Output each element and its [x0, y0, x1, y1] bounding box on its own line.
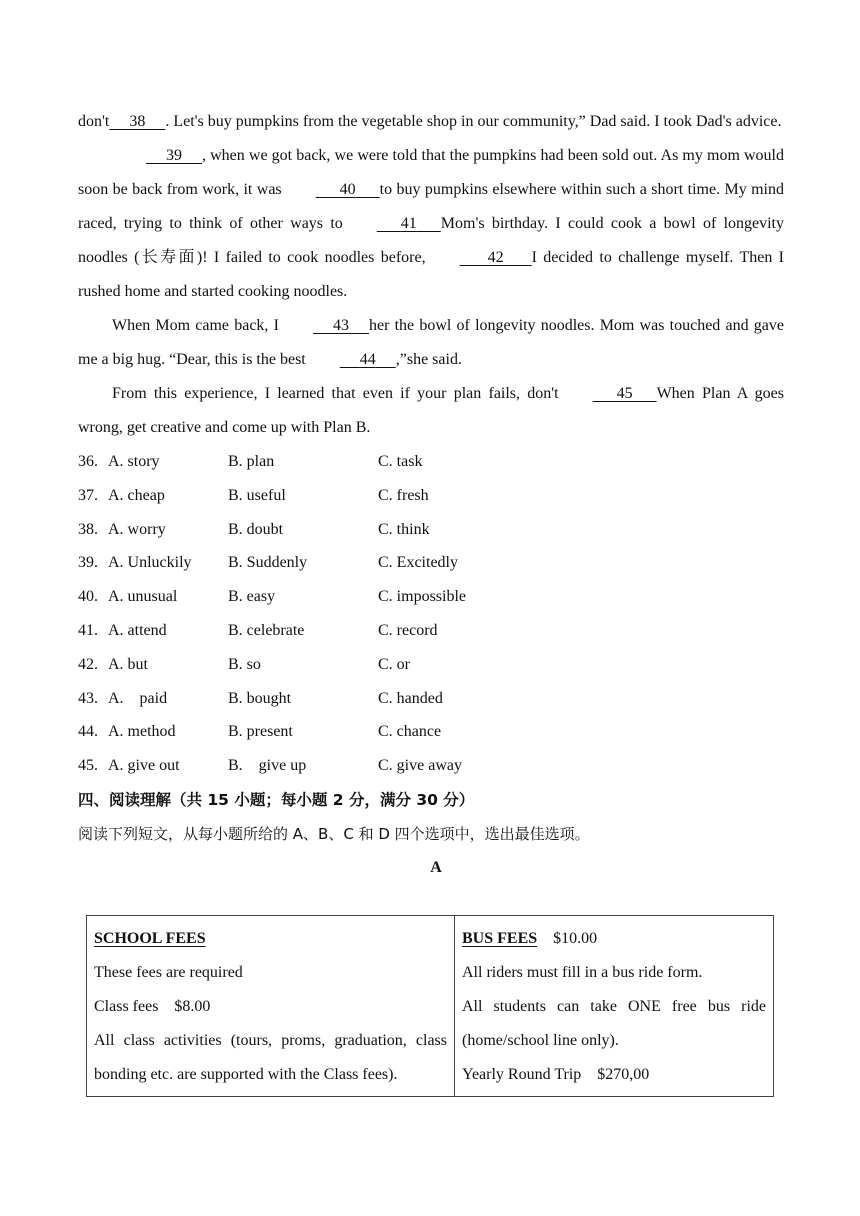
text: ,”she said.: [395, 351, 462, 368]
bus-fees-cell: [455, 916, 774, 1097]
school-fees-heading: SCHOOL FEES: [94, 930, 206, 947]
blank-40: 40: [339, 181, 356, 198]
bus-fees-heading: BUS FEES: [462, 930, 538, 947]
text: don't: [78, 113, 110, 130]
class-fees-line: Class fees $8.00: [94, 998, 211, 1015]
options-list: [78, 445, 784, 783]
text: , when we got back, we were told that the pumpkins had been sold out. As my mom would soon be back from work, it was: [78, 147, 784, 198]
text: When Mom came back, I: [112, 317, 279, 334]
text: . Let's buy pumpkins from the vegetable shop in our community,” Dad said. I took Dad's advice.: [165, 113, 782, 130]
passage-letter: A: [430, 858, 442, 876]
free-bus-ride-line: All students can take ONE free bus ride: [462, 998, 766, 1015]
class-activities-line-2: bonding etc. are supported with the Class fees).: [94, 1066, 398, 1083]
option-row-37: 37. A. cheap B. useful C. fresh: [78, 486, 429, 504]
option-row-44: 44. A. method B. present C. chance: [78, 723, 442, 741]
option-row-41: 41. A. attend B. celebrate C. record: [78, 621, 438, 639]
free-bus-ride-line-2: (home/school line only).: [462, 1032, 619, 1049]
option-row-40: 40. A. unusual B. easy C. impossible: [78, 588, 467, 606]
passage-paragraph-2: [78, 139, 784, 309]
passage-paragraph-4: [78, 377, 784, 445]
school-fees-cell: [87, 916, 455, 1097]
blank-45: 45: [616, 385, 633, 402]
exam-page: [78, 105, 785, 1083]
passage-paragraph-1: [78, 105, 784, 139]
yearly-round-trip-line: Yearly Round Trip $270,00: [462, 1066, 650, 1083]
section-instruction: 阅读下列短文，从每小题所给的 A、B、C 和 D 四个选项中，选出最佳选项。: [78, 824, 590, 843]
bus-ride-form-line: All riders must fill in a bus ride form.: [462, 964, 703, 981]
blank-43: 43: [332, 317, 349, 334]
blank-41: 41: [400, 215, 417, 232]
option-row-42: 42. A. but B. so C. or: [78, 655, 410, 673]
text: From this experience, I learned that even if your plan fails, don't: [112, 385, 559, 402]
option-row-43: 43. A. paid B. bought C. handed: [78, 689, 443, 707]
blank-39: 39: [166, 147, 182, 164]
blank-44: 44: [359, 351, 376, 368]
text: to buy pumpkins elsewhere within such a short time. My mind raced, trying to think of other ways to: [78, 181, 784, 232]
text: her the bowl of longevity noodles. Mom was touched and gave me a big hug. “Dear, this is the best: [78, 317, 785, 368]
fees-table: [86, 915, 774, 1097]
blank-38: 38: [129, 113, 146, 130]
section-title: 四、阅读理解（共 15 小题；每小题 2 分，满分 30 分）: [78, 790, 475, 809]
class-activities-line: All class activities (tours, proms, graduation, class: [94, 1032, 447, 1049]
option-row-45: 45. A. give out B. give up C. give away: [78, 757, 462, 775]
option-row-38: 38. A. worry B. doubt C. think: [78, 520, 430, 538]
text: When Plan A goes wrong, get creative and come up with Plan B.: [78, 385, 784, 436]
option-row-39: 39. A. Unluckily B. Suddenly C. Excitedly: [78, 554, 458, 572]
blank-42: 42: [487, 249, 504, 266]
option-row-36: 36. A. story B. plan C. task: [78, 453, 423, 470]
text: Mom's birthday. I could cook a bowl of longevity noodles (长寿面)! I failed to cook noodles before,: [78, 215, 785, 266]
passage-paragraph-3: [78, 309, 784, 377]
bus-fees-price: $10.00: [553, 930, 598, 947]
school-fees-line: These fees are required: [94, 964, 243, 981]
text: I decided to challenge myself. Then I rushed home and started cooking noodles.: [78, 249, 784, 300]
